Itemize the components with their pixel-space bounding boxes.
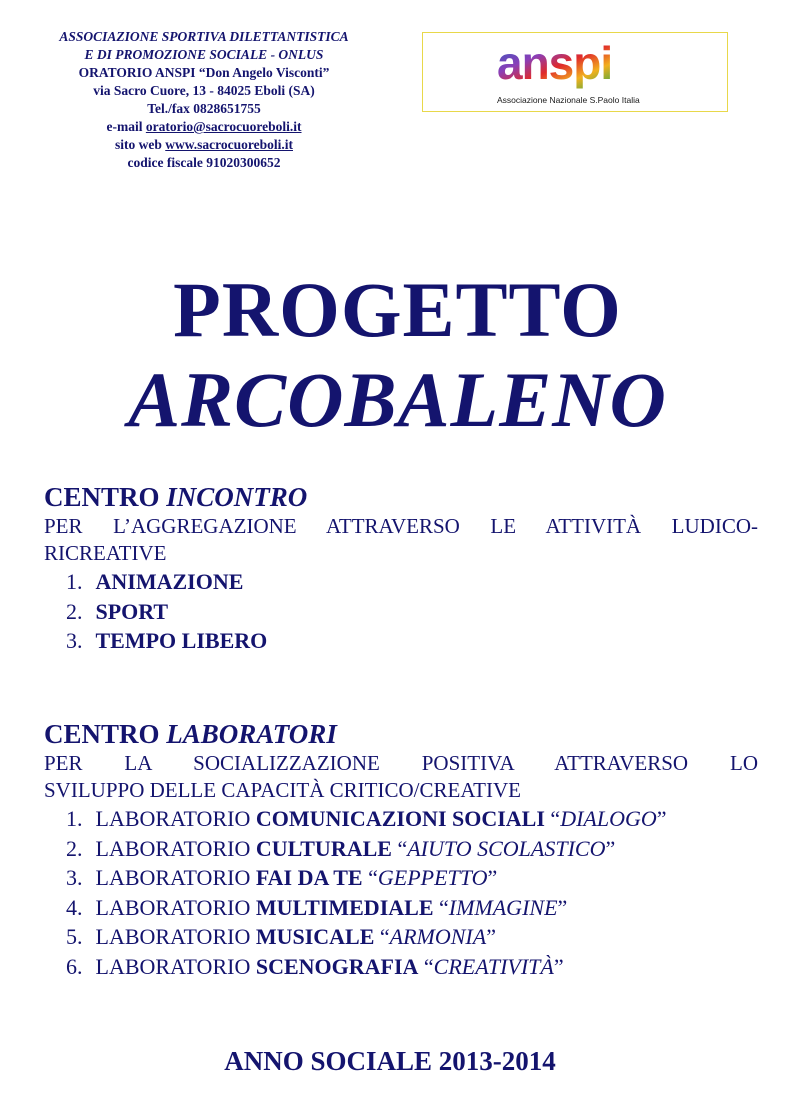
section-heading xyxy=(44,718,758,750)
quote-close: ” xyxy=(656,806,667,831)
item-label: TEMPO LIBERO xyxy=(95,628,268,653)
item-prefix: LABORATORIO xyxy=(95,806,256,831)
activity-list xyxy=(44,567,758,656)
website-link[interactable]: www.sacrocuoreboli.it xyxy=(165,137,293,152)
item-prefix: LABORATORIO xyxy=(95,865,256,890)
quote-close: ” xyxy=(553,953,564,979)
org-line-3: ORATORIO ANSPI “Don Angelo Visconti” xyxy=(78,65,330,80)
item-number: 5. xyxy=(66,924,83,949)
list-item xyxy=(44,952,758,982)
org-email-row xyxy=(0,118,408,136)
list-item xyxy=(44,597,758,627)
anspi-logo xyxy=(422,32,728,112)
item-italic: AIUTO SCOLASTICO xyxy=(407,835,606,861)
item-prefix: LABORATORIO xyxy=(95,924,256,949)
section-description-line-2: RICREATIVE xyxy=(44,541,167,565)
laboratory-list xyxy=(44,804,758,981)
item-number: 4. xyxy=(66,894,83,920)
item-bold: MULTIMEDIALE xyxy=(255,894,434,920)
quote-open: “ xyxy=(418,953,434,979)
heading-italic: INCONTRO xyxy=(166,482,308,512)
section-description-line-1: PER LA SOCIALIZZAZIONE POSITIVA ATTRAVERSO LO xyxy=(44,751,758,775)
section-description-line-1: PER L’AGGREGAZIONE ATTRAVERSO LE ATTIVITÀ LUDICO- xyxy=(44,514,758,538)
item-bold: MUSICALE xyxy=(255,924,375,949)
list-item xyxy=(44,626,758,656)
org-address: via Sacro Cuore, 13 - 84025 Eboli (SA) xyxy=(93,83,315,98)
logo-subtitle: Associazione Nazionale S.Paolo Italia xyxy=(497,95,640,105)
item-number: 6. xyxy=(66,953,83,979)
social-year: ANNO SOCIALE 2013-2014 xyxy=(224,1046,556,1076)
anspi-logo-wordmark xyxy=(497,41,657,91)
list-item xyxy=(44,893,758,923)
email-link[interactable]: oratorio@sacrocuoreboli.it xyxy=(145,119,302,134)
item-number: 2. xyxy=(66,598,83,624)
web-label: sito web xyxy=(115,137,166,152)
quote-open: “ xyxy=(433,894,449,920)
item-prefix: LABORATORIO xyxy=(95,894,256,920)
item-label: ANIMAZIONE xyxy=(95,569,244,594)
section-centro-laboratori xyxy=(44,718,758,981)
quote-close: ” xyxy=(605,835,616,861)
title-line-1: PROGETTO xyxy=(173,266,622,353)
item-italic: GEPPETTO xyxy=(377,865,488,890)
section-description-line-2: SVILUPPO DELLE CAPACITÀ CRITICO/CREATIVE xyxy=(44,778,521,802)
title-line-2: ARCOBALENO xyxy=(128,356,667,443)
quote-close: ” xyxy=(557,894,568,920)
item-bold: COMUNICAZIONI SOCIALI xyxy=(255,806,545,831)
item-number: 2. xyxy=(66,835,83,861)
section-heading xyxy=(44,481,758,513)
list-item xyxy=(44,567,758,597)
item-italic: ARMONIA xyxy=(389,924,487,949)
svg-text:anspi: anspi xyxy=(497,41,613,89)
list-item xyxy=(44,834,758,864)
item-prefix: LABORATORIO xyxy=(95,953,256,979)
quote-close: ” xyxy=(487,865,498,890)
heading-italic: LABORATORI xyxy=(166,719,337,749)
item-number: 3. xyxy=(66,628,83,653)
item-number: 1. xyxy=(66,569,83,594)
list-item xyxy=(44,863,758,893)
fiscal-code: codice fiscale 91020300652 xyxy=(127,155,281,170)
item-number: 3. xyxy=(66,865,83,890)
org-line-2: E DI PROMOZIONE SOCIALE - ONLUS xyxy=(84,47,324,62)
item-bold: FAI DA TE xyxy=(255,865,363,890)
item-italic: DIALOGO xyxy=(560,806,657,831)
list-item xyxy=(44,804,758,834)
item-italic: IMMAGINE xyxy=(448,894,558,920)
quote-open: “ xyxy=(544,806,561,831)
section-centro-incontro xyxy=(44,481,758,656)
heading-plain: CENTRO xyxy=(44,719,167,749)
heading-plain: CENTRO xyxy=(44,482,167,512)
item-prefix: LABORATORIO xyxy=(95,835,256,861)
email-label: e-mail xyxy=(106,119,146,134)
item-bold: CULTURALE xyxy=(255,835,392,861)
quote-close: ” xyxy=(486,924,496,949)
item-bold: SCENOGRAFIA xyxy=(255,953,419,979)
list-item xyxy=(44,922,758,952)
quote-open: “ xyxy=(391,835,408,861)
quote-open: “ xyxy=(374,924,390,949)
quote-open: “ xyxy=(362,865,378,890)
org-line-1: ASSOCIAZIONE SPORTIVA DILETTANTISTICA xyxy=(59,29,349,44)
org-phone: Tel./fax 0828651755 xyxy=(147,101,261,116)
item-italic: CREATIVITÀ xyxy=(433,953,554,979)
item-number: 1. xyxy=(66,806,83,831)
item-label: SPORT xyxy=(95,598,169,624)
org-web-row xyxy=(0,136,408,154)
organization-header xyxy=(0,28,408,172)
